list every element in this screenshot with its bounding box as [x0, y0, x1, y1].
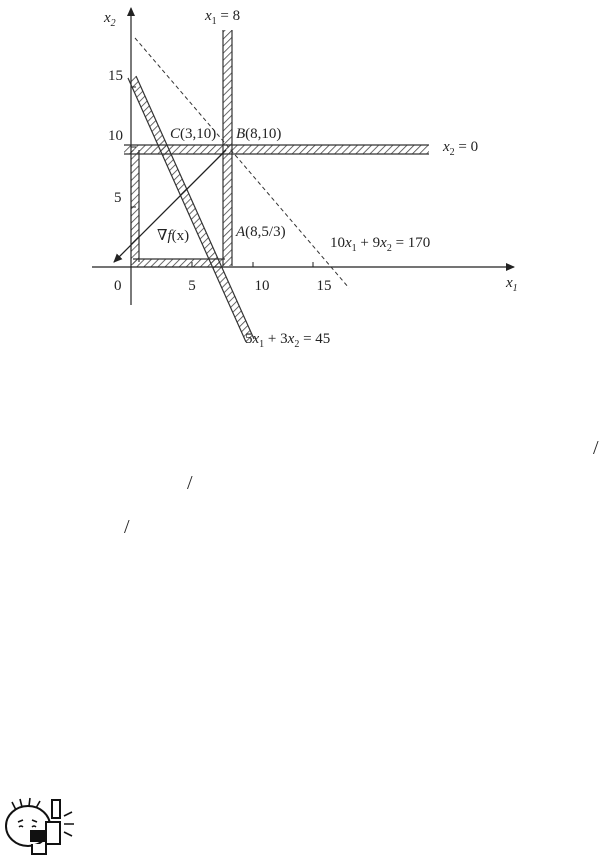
x-tick-label-15: 15 — [316, 278, 332, 294]
point-A-label: A(8,5/3) — [236, 224, 286, 240]
point-B-label: B(8,10) — [236, 126, 282, 142]
origin-label: 0 — [114, 278, 122, 294]
gradient-label: ∇f(x) — [157, 228, 190, 244]
label-5x1-3x2-45: $5x_1 + 3x_2 = 45$ — [245, 331, 331, 350]
x-tick-label-10: 10 — [254, 278, 270, 294]
label-10x1-9x2-170: $10x_1 + 9x_2 = 170$ — [330, 235, 431, 254]
x-axis-label: $x_1$ — [506, 275, 518, 294]
stray-slash-mark: / — [124, 516, 130, 538]
stray-slash-mark: / — [593, 437, 599, 459]
y-axis-label: $x_2$ — [104, 10, 116, 29]
cartoon-mascot-icon — [2, 796, 82, 858]
y-tick-label-10: 10 — [108, 128, 123, 144]
point-C-label: C(3,10) — [170, 126, 217, 142]
y-tick-label-5: 5 — [114, 190, 122, 206]
hatch-band-5x1-3x2 — [128, 76, 254, 342]
y-tick-label-15: 15 — [108, 68, 123, 84]
label-x2-eq-0: $x_2 = 0$ — [443, 139, 479, 158]
x-tick-label-5: 5 — [188, 278, 196, 294]
line-5x1-3x2-b — [136, 76, 254, 339]
stray-slash-mark: / — [187, 472, 193, 494]
label-x1-eq-8: $x_1 = 8$ — [205, 8, 241, 27]
